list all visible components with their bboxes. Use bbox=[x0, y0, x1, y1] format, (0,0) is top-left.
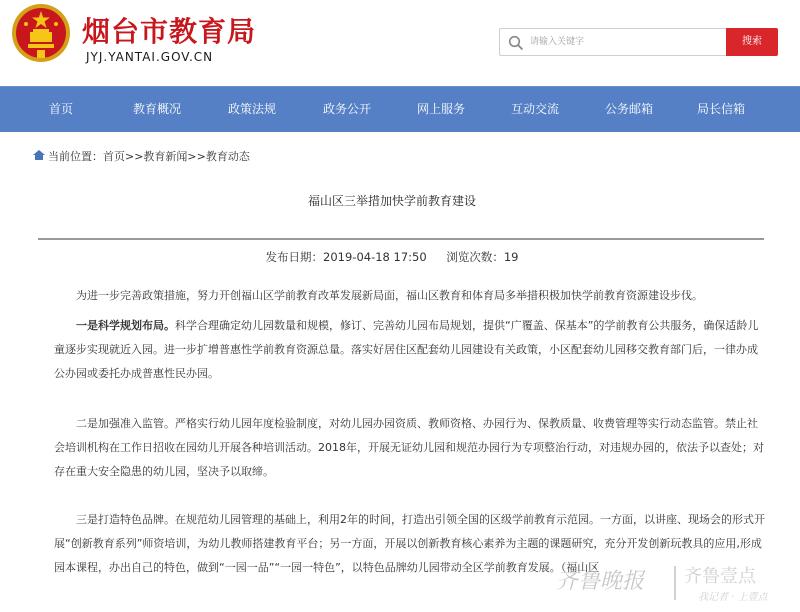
main-content bbox=[32, 132, 768, 612]
view-count: 浏览次数：19 bbox=[446, 250, 519, 264]
main-nav bbox=[0, 86, 800, 132]
nav-item-online-services[interactable]: 网上服务 bbox=[416, 102, 465, 116]
nav-item-director-mailbox[interactable]: 局长信箱 bbox=[696, 102, 745, 116]
article-title: 福山区三举措加快学前教育建设 bbox=[307, 194, 476, 208]
nav-item-official-mail[interactable]: 公务邮箱 bbox=[604, 102, 653, 116]
article-meta bbox=[32, 249, 752, 265]
nav-item-policies[interactable]: 政策法规 bbox=[227, 102, 276, 116]
publish-date: 发布日期：2019-04-18 17:50 bbox=[265, 250, 427, 264]
search-box bbox=[499, 28, 727, 56]
watermark-left-text: 齐鲁晚报 bbox=[556, 569, 645, 594]
breadcrumb-text[interactable]: 当前位置：首页>>教育新闻>>教育动态 bbox=[48, 150, 250, 163]
national-emblem-icon bbox=[10, 2, 72, 64]
site-domain: JYJ.YANTAI.GOV.CN bbox=[86, 50, 214, 64]
watermark-divider bbox=[674, 566, 676, 600]
watermark-brand: 齐鲁壹点 bbox=[684, 566, 756, 587]
breadcrumb bbox=[32, 148, 250, 164]
nav-item-government-affairs[interactable]: 政务公开 bbox=[322, 102, 371, 116]
title-divider bbox=[38, 238, 764, 240]
article-paragraph: 为进一步完善政策措施，努力开创福山区学前教育改革发展新局面，福山区教育和体育局多举措积极加快学前教育资源建设步伐。 bbox=[76, 289, 703, 302]
paragraph-lead: 一是科学规划布局。 bbox=[76, 319, 175, 332]
home-icon bbox=[32, 149, 46, 161]
search-button[interactable]: 搜索 bbox=[726, 28, 778, 56]
search-icon bbox=[508, 35, 524, 51]
nav-item-overview[interactable]: 教育概况 bbox=[132, 102, 181, 116]
search-input[interactable] bbox=[530, 29, 720, 55]
site-title[interactable]: 烟台市教育局 bbox=[82, 15, 257, 48]
nav-item-home[interactable]: 首页 bbox=[48, 102, 73, 116]
site-header bbox=[0, 0, 800, 86]
watermark bbox=[548, 560, 796, 608]
nav-item-interaction[interactable]: 互动交流 bbox=[510, 102, 559, 116]
article-paragraph: 二是加强准入监管。严格实行幼儿园年度检验制度，对幼儿园办园资质、教师资格、办园行为、保教质量、收费管理等实行动态监管。禁止社会培训机构在工作日招收在园幼儿开展各种培训活动。2018年，开展无证幼儿园和规范办园行为专项整治行动，对违规办园的，依法予以查处；对存在重大安全隐患的幼儿园，坚决予以取缔。 bbox=[54, 417, 764, 478]
article-paragraph: 一是科学规划布局。科学合理确定幼儿园数量和规模，修订、完善幼儿园布局规划，提供“广覆盖、保基本”的学前教育公共服务，确保适龄儿童逐步实现就近入园。进一步扩增普惠性学前教育资源总量。落实好居住区配套幼儿园建设有关政策，小区配套幼儿园移交教育部门后，一律办成公办园或委托办成普惠性民办园。 bbox=[54, 319, 759, 380]
article-paragraph: 三是打造特色品牌。在规范幼儿园管理的基础上，利用2年的时间，打造出引领全国的区级学前教育示范园。一方面，以讲座、现场会的形式开展“创新教育系列”师资培训，为幼儿教师搭建教育平台；另一方面，开展以创新教育核心素养为主题的课题研究，充分开发创新玩教具的应用,形成园本课程，办出自己的特色，做到“一园一品”“一园一特色”，以特色品牌幼儿园带动全区学前教育发展。（福山区 bbox=[54, 513, 765, 574]
watermark-slogan: 我记者 · 上壹点 bbox=[698, 592, 768, 603]
